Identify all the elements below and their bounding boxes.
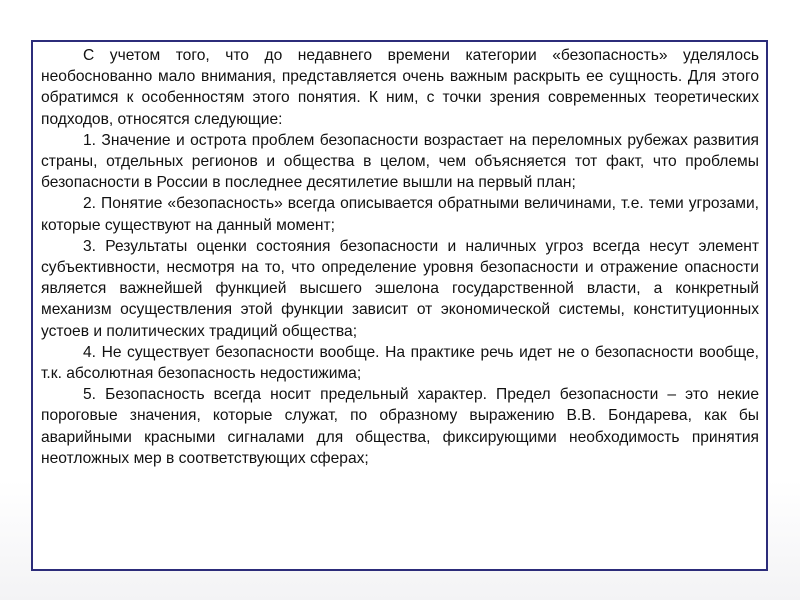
text-frame: [31, 40, 768, 571]
text-block: [41, 45, 759, 469]
list-item-3: 3. Результаты оценки состояния безопасности и наличных угроз всегда несут элемент субъективности, несмотря на то, что определение уровня безопасности и отражение опасности является важнейшей функцией высшего эшелона государственной власти, а конкретный механизм осуществления этой функции зависит от экономической системы, конституционных устоев и политических традиций общества;: [41, 237, 759, 340]
list-item-1: 1. Значение и острота проблем безопасности возрастает на переломных рубежах развития страны, отдельных регионов и общества в целом, чем объясняется тот факт, что проблемы безопасности в России в последнее десятилетие вышли на первый план;: [41, 131, 759, 192]
list-item-5: 5. Безопасность всегда носит предельный характер. Предел безопасности – это некие пороговые значения, которые служат, по образному выражению В.В. Бондарева, как бы аварийными красными сигналами для общества, фиксирующими необходимость принятия неотложных мер в соответствующих сферах;: [41, 386, 759, 467]
intro-paragraph: С учетом того, что до недавнего времени категории «безопасность» уделялось необоснованно мало внимания, представляется очень важным раскрыть ее сущность. Для этого обратимся к особенностям этого понятия. К ним, с точки зрения современных теоретических подходов, относятся следующие:: [41, 47, 759, 128]
list-item-2: 2. Понятие «безопасность» всегда описывается обратными величинами, т.е. теми угрозами, которые существуют на данный момент;: [41, 195, 759, 234]
list-item-4: 4. Не существует безопасности вообще. На практике речь идет не о безопасности вообще, т.к. абсолютная безопасность недостижима;: [41, 343, 759, 383]
